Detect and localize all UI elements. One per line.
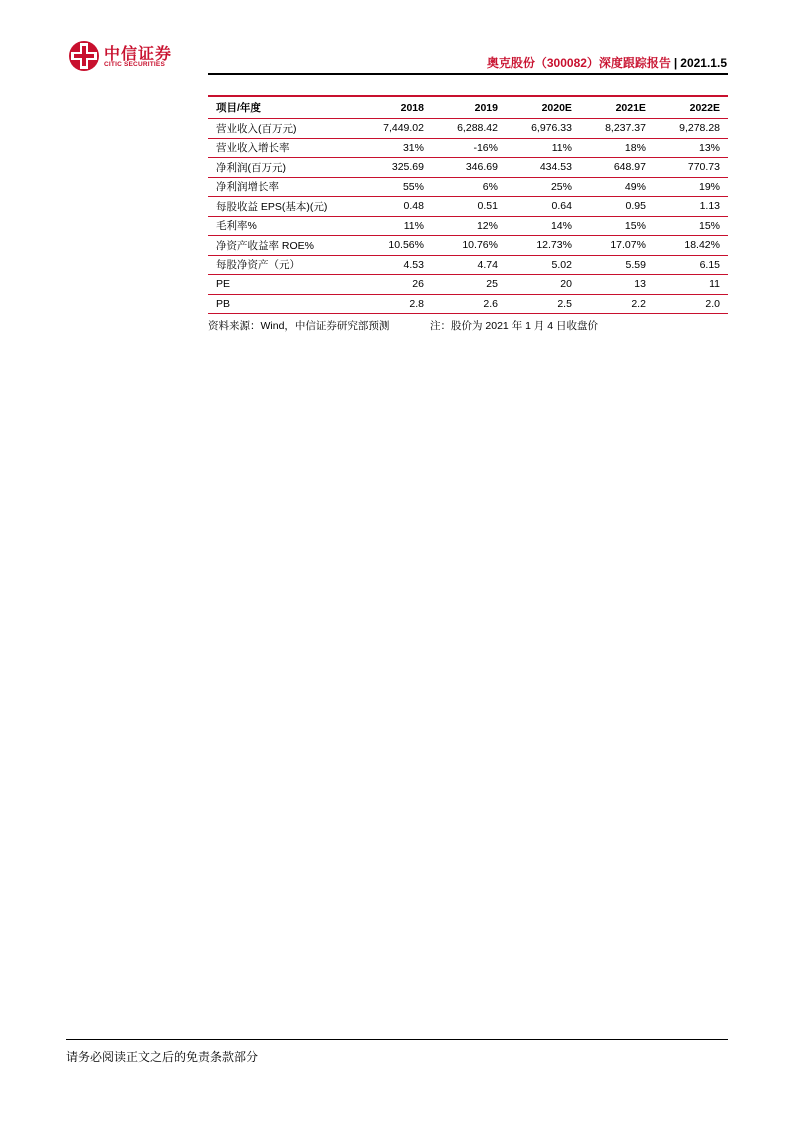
citic-logo bbox=[68, 40, 178, 74]
report-date: 2021.1.5 bbox=[680, 56, 727, 70]
table-cell: 17.07% bbox=[610, 239, 646, 252]
table-cell: 434.53 bbox=[539, 161, 572, 174]
column-header-2018: 2018 bbox=[400, 101, 424, 114]
table-cell: 15% bbox=[698, 219, 720, 232]
row-label: PB bbox=[216, 297, 231, 310]
table-cell: 55% bbox=[402, 180, 424, 193]
row-label: 营业收入增长率 bbox=[216, 142, 290, 155]
row-label: 每股净资产（元） bbox=[216, 259, 300, 272]
table-cell: 18% bbox=[624, 141, 646, 154]
table-row bbox=[208, 216, 728, 236]
table-cell: 31% bbox=[402, 141, 424, 154]
table-row bbox=[208, 255, 728, 275]
table-cell: 13% bbox=[698, 141, 720, 154]
table-cell: 0.51 bbox=[477, 200, 498, 213]
column-header-2022e: 2022E bbox=[689, 101, 720, 114]
footer-divider bbox=[66, 1039, 728, 1040]
header-report-info bbox=[487, 54, 727, 71]
table-cell: 11 bbox=[709, 278, 720, 291]
row-label: PE bbox=[216, 278, 231, 291]
table-row bbox=[208, 138, 728, 158]
table-cell: 10.56% bbox=[388, 239, 424, 252]
table-cell: 0.64 bbox=[551, 200, 572, 213]
table-header-row bbox=[208, 96, 728, 119]
table-cell: 2.8 bbox=[409, 297, 424, 310]
citic-logo-icon bbox=[68, 40, 100, 72]
page-header bbox=[0, 0, 793, 80]
forecast-table bbox=[208, 95, 728, 314]
table-cell: 9,278.28 bbox=[679, 122, 720, 135]
table-cell: 49% bbox=[624, 180, 646, 193]
table-cell: 6.15 bbox=[699, 258, 720, 271]
row-label: 毛利率% bbox=[216, 220, 257, 233]
table-cell: 13 bbox=[634, 278, 646, 291]
source-note: 资料来源：Wind，中信证券研究部预测 bbox=[208, 320, 390, 332]
table-cell: 6,288.42 bbox=[457, 122, 498, 135]
row-label: 净利润(百万元) bbox=[216, 161, 286, 174]
table-cell: 18.42% bbox=[684, 239, 720, 252]
table-cell: 20 bbox=[560, 278, 572, 291]
row-label: 净资产收益率 ROE% bbox=[216, 239, 315, 252]
table-row bbox=[208, 294, 728, 314]
table-cell: 25% bbox=[550, 180, 572, 193]
table-cell: 4.74 bbox=[477, 258, 498, 271]
table-cell: 5.02 bbox=[551, 258, 572, 271]
table-cell: 2.0 bbox=[705, 297, 720, 310]
table-cell: 2.5 bbox=[557, 297, 572, 310]
logo-english-name: CITIC SECURITIES bbox=[104, 61, 165, 68]
table-cell: 8,237.37 bbox=[605, 122, 646, 135]
row-label: 每股收益 EPS(基本)(元) bbox=[216, 200, 328, 213]
column-header-2021e: 2021E bbox=[615, 101, 646, 114]
footer-disclaimer: 请务必阅读正文之后的免责条款部分 bbox=[66, 1050, 259, 1064]
table-cell: 14% bbox=[550, 219, 572, 232]
table-row bbox=[208, 197, 728, 217]
table-cell: 11% bbox=[403, 219, 424, 232]
table-cell: 5.59 bbox=[625, 258, 646, 271]
table-cell: 7,449.02 bbox=[383, 122, 424, 135]
column-header-item: 项目/年度 bbox=[216, 102, 261, 114]
table-cell: 6,976.33 bbox=[531, 122, 572, 135]
table-cell: 10.76% bbox=[462, 239, 498, 252]
table-cell: 2.2 bbox=[631, 297, 646, 310]
table-cell: 1.13 bbox=[699, 200, 720, 213]
table-cell: 648.97 bbox=[613, 161, 646, 174]
row-label: 净利润增长率 bbox=[216, 181, 279, 194]
column-header-2020e: 2020E bbox=[541, 101, 572, 114]
table-notes bbox=[208, 318, 728, 333]
table-row bbox=[208, 236, 728, 256]
header-separator: | bbox=[673, 56, 678, 70]
column-header-2019: 2019 bbox=[474, 101, 498, 114]
report-title: 奥克股份（300082）深度跟踪报告 bbox=[486, 56, 671, 70]
table-cell: 6% bbox=[482, 180, 498, 193]
price-note: 注：股价为 2021 年 1 月 4 日收盘价 bbox=[430, 320, 599, 332]
table-row bbox=[208, 177, 728, 197]
table-cell: 2.6 bbox=[483, 297, 498, 310]
table-row bbox=[208, 158, 728, 178]
table-cell: 0.95 bbox=[625, 200, 646, 213]
table-cell: 0.48 bbox=[403, 200, 424, 213]
row-label: 营业收入(百万元) bbox=[216, 122, 297, 135]
table-cell: -16% bbox=[473, 141, 498, 154]
table-cell: 15% bbox=[624, 219, 646, 232]
table-cell: 770.73 bbox=[687, 161, 720, 174]
logo-chinese-name: 中信证券 bbox=[104, 46, 173, 63]
table-cell: 12% bbox=[476, 219, 498, 232]
table-row bbox=[208, 275, 728, 295]
table-cell: 4.53 bbox=[403, 258, 424, 271]
table-cell: 26 bbox=[412, 278, 424, 291]
table-row bbox=[208, 119, 728, 139]
header-divider bbox=[208, 73, 728, 75]
table-cell: 25 bbox=[486, 278, 498, 291]
table-cell: 346.69 bbox=[465, 161, 498, 174]
table-cell: 11% bbox=[551, 141, 572, 154]
table-cell: 19% bbox=[698, 180, 720, 193]
table-cell: 325.69 bbox=[391, 161, 424, 174]
financial-forecast-table bbox=[208, 95, 728, 314]
table-cell: 12.73% bbox=[536, 239, 572, 252]
